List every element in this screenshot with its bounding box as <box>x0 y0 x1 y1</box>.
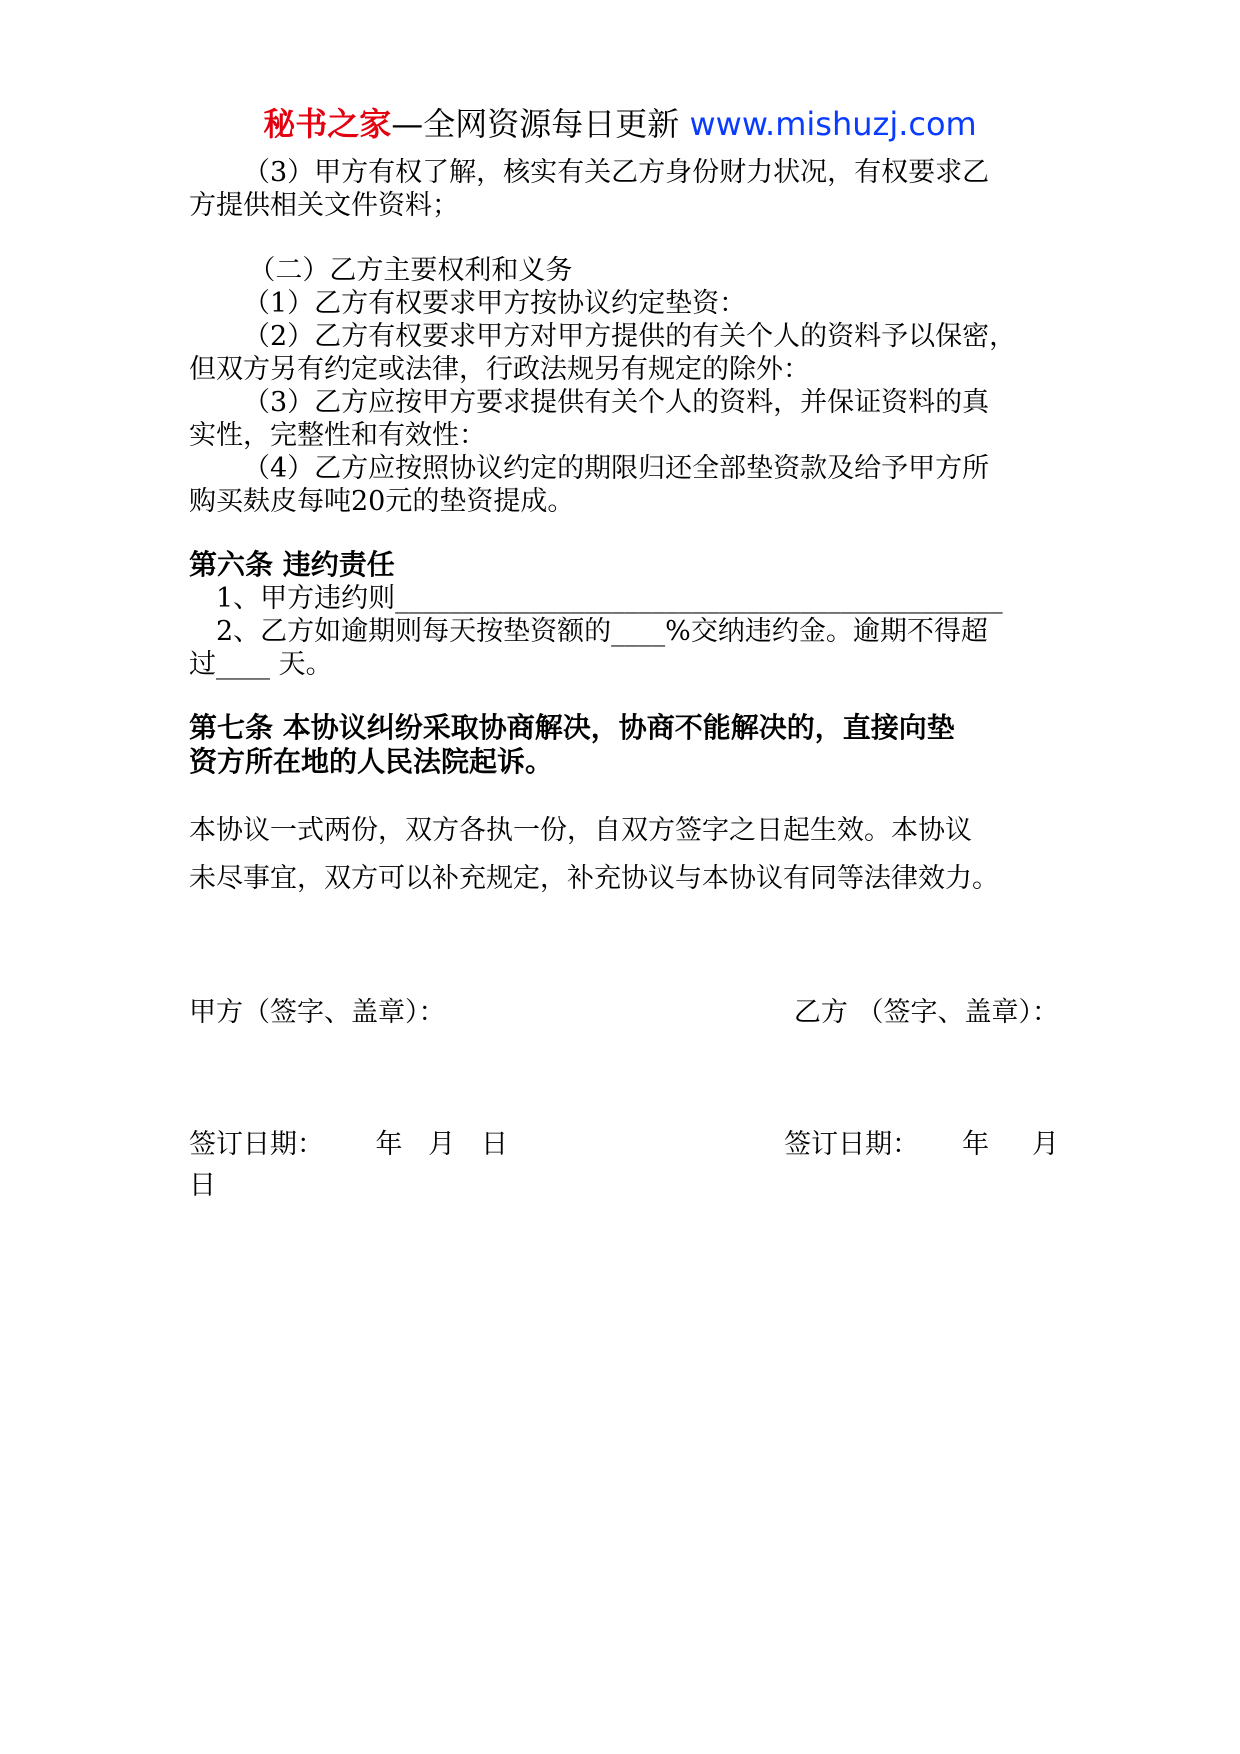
clause-b4-line2: 购买麸皮每吨20元的垫资提成。 <box>189 486 575 517</box>
article-6 <box>189 548 1059 681</box>
clause-b2-line2: 但双方另有约定或法律，行政法规另有规定的除外： <box>189 354 810 385</box>
party-b-signing-date: 签订日期： 年 月 <box>784 1129 1059 1160</box>
article-6-item1: 1、甲方违约则_____________________________________________ <box>216 583 1003 614</box>
section-5-continued <box>189 156 1059 518</box>
article-7-line1: 第七条 本协议纠纷采取协商解决，协商不能解决的，直接向垫 <box>189 711 955 744</box>
clause-b4-line1: （4）乙方应按照协议约定的期限归还全部垫资款及给予甲方所 <box>243 453 990 484</box>
closing-line1: 本协议一式两份，双方各执一份，自双方签字之日起生效。本协议 <box>189 815 972 846</box>
party-b-date-day: 日 <box>189 1170 216 1201</box>
brand-name: 秘书之家 <box>263 105 392 143</box>
party-a-signature: 甲方（签字、盖章）： <box>189 997 446 1028</box>
party-b-heading: （二）乙方主要权利和义务 <box>248 255 573 286</box>
clause-b3-line2: 实性，完整性和有效性： <box>189 420 486 451</box>
signature-row <box>189 989 1059 1037</box>
article-6-item2-line2: 过____ 天。 <box>189 649 333 680</box>
closing-paragraph <box>189 807 1059 903</box>
clause-b2-line1: （2）乙方有权要求甲方对甲方提供的有关个人的资料予以保密， <box>243 321 1017 352</box>
document-body <box>189 156 1059 1202</box>
party-b-signature: 乙方 （签字、盖章）： <box>793 997 1059 1028</box>
site-header <box>0 102 1240 146</box>
clause-b3-line1: （3）乙方应按甲方要求提供有关个人的资料，并保证资料的真 <box>243 387 990 418</box>
signing-date-row <box>189 1121 1059 1169</box>
clause-b1: （1）乙方有权要求甲方按协议约定垫资： <box>243 288 747 319</box>
article-6-title: 第六条 违约责任 <box>189 548 395 581</box>
header-tagline: 全网资源每日更新 <box>423 105 680 143</box>
article-7-line2: 资方所在地的人民法院起诉。 <box>189 745 554 778</box>
closing-line2: 未尽事宜，双方可以补充规定，补充协议与本协议有同等法律效力。 <box>189 863 999 894</box>
article-7 <box>189 711 1059 779</box>
clause-a3-line2: 方提供相关文件资料； <box>189 190 459 221</box>
party-a-signing-date: 签订日期： 年 月 日 <box>189 1129 508 1160</box>
site-url-link[interactable]: www.mishuzj.com <box>689 105 977 143</box>
clause-a3-line1: （3）甲方有权了解，核实有关乙方身份财力状况，有权要求乙 <box>243 157 990 188</box>
article-6-item2-line1: 2、乙方如逾期则每天按垫资额的____%交纳违约金。逾期不得超 <box>216 616 988 647</box>
header-separator: — <box>391 105 424 143</box>
